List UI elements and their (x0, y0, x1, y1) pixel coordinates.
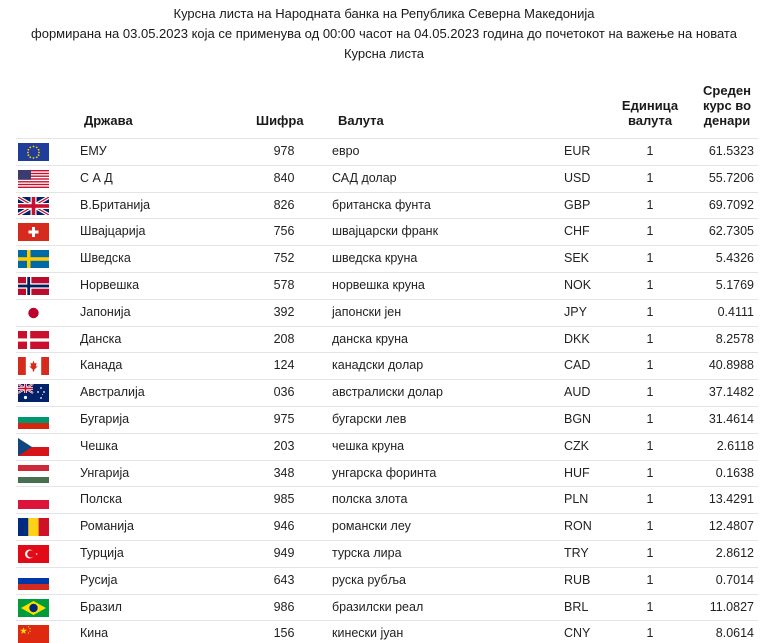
column-header-code: Шифра (256, 113, 304, 128)
row-country: Чешка (80, 438, 119, 453)
table-row (16, 192, 758, 219)
us-flag-icon (18, 170, 49, 188)
ru-flag-icon (18, 572, 49, 590)
row-unit: 1 (646, 197, 654, 212)
column-header-unit-line2: валута (627, 113, 673, 128)
row-currency: јапонски јен (332, 304, 402, 319)
row-code: 203 (273, 438, 295, 453)
row-code: 840 (273, 170, 295, 185)
row-rate: 8.0614 (715, 626, 754, 641)
row-unit: 1 (646, 411, 654, 426)
row-code: 975 (273, 411, 295, 426)
row-rate: 0.1638 (715, 465, 754, 480)
header-subtitle: формирана на 03.05.2023 која се применува од 00:00 часот на 04.05.2023 година до почетокот на важење на новата (31, 26, 737, 41)
cn-flag-icon (18, 625, 49, 643)
row-country: В.Британија (80, 197, 151, 212)
gb-flag-icon (18, 197, 49, 215)
dk-flag-icon (18, 331, 49, 349)
row-country: Русија (80, 572, 118, 587)
table-row (16, 138, 758, 165)
jp-flag-icon (18, 304, 49, 322)
row-code: 348 (273, 465, 295, 480)
row-rate: 2.6118 (716, 438, 754, 453)
header-list-name: Курсна листа (343, 46, 425, 61)
row-iso-code: RUB (564, 572, 591, 587)
row-rate: 8.2578 (715, 331, 754, 346)
row-code: 124 (273, 358, 295, 373)
tr-flag-icon (18, 545, 49, 563)
row-country: Полска (80, 492, 122, 507)
table-row (16, 272, 758, 299)
row-rate: 2.8612 (715, 545, 754, 560)
row-rate: 69.7092 (708, 197, 754, 212)
row-currency: чешка круна (332, 438, 405, 453)
ro-flag-icon (18, 518, 49, 536)
row-unit: 1 (646, 385, 654, 400)
row-currency: руска рубља (332, 572, 406, 587)
ca-flag-icon (18, 357, 49, 375)
row-currency: швајцарски франк (332, 224, 439, 239)
row-iso-code: EUR (564, 144, 591, 158)
row-iso-code: HUF (564, 465, 590, 480)
row-rate: 13.4291 (708, 492, 754, 507)
no-flag-icon (18, 277, 49, 295)
row-currency: кинески јуан (332, 626, 404, 641)
row-code: 578 (273, 277, 295, 292)
row-currency: шведска круна (332, 251, 418, 266)
cz-flag-icon (18, 438, 49, 456)
row-country: Турција (80, 545, 124, 560)
column-header-rate (696, 83, 758, 128)
row-iso-code: SEK (564, 251, 590, 266)
row-rate: 0.4111 (717, 304, 754, 319)
row-currency: турска лира (332, 545, 402, 560)
row-iso-code: AUD (564, 385, 591, 400)
row-country: Унгарија (80, 465, 130, 480)
row-iso-code: BGN (564, 411, 592, 426)
au-flag-icon (18, 384, 49, 402)
row-country: ЕМУ (80, 144, 107, 158)
table-header (16, 78, 758, 138)
row-code: 756 (273, 224, 295, 239)
row-currency: канадски долар (332, 358, 424, 373)
row-rate: 61.5323 (708, 144, 754, 158)
row-code: 208 (273, 331, 295, 346)
row-country: Јапонија (80, 304, 131, 319)
row-iso-code: RON (564, 519, 592, 534)
row-unit: 1 (646, 251, 654, 266)
row-unit: 1 (646, 170, 654, 185)
table-row (16, 218, 758, 245)
row-code: 643 (273, 572, 295, 587)
row-unit: 1 (646, 144, 654, 158)
table-row (16, 620, 758, 643)
column-header-country: Држава (84, 113, 133, 128)
ch-flag-icon (18, 223, 49, 241)
row-rate: 40.8988 (708, 358, 754, 373)
row-currency: романски леу (332, 519, 411, 534)
row-code: 826 (273, 197, 295, 212)
row-currency: данска круна (332, 331, 408, 346)
row-country: Данска (80, 331, 122, 346)
row-unit: 1 (646, 277, 654, 292)
row-currency: британска фунта (332, 197, 431, 212)
table-row (16, 299, 758, 326)
header-title: Курсна листа на Народната банка на Република Северна Македонија (173, 6, 595, 21)
table-row (16, 594, 758, 621)
row-iso-code: CZK (564, 438, 589, 453)
table-row (16, 433, 758, 460)
table-row (16, 460, 758, 487)
row-iso-code: CHF (564, 224, 590, 239)
row-iso-code: JPY (564, 304, 587, 319)
column-header-unit-line1: Единица (621, 98, 679, 113)
row-unit: 1 (646, 626, 654, 641)
table-row (16, 513, 758, 540)
row-rate: 55.7206 (708, 170, 754, 185)
row-rate: 0.7014 (715, 572, 754, 587)
row-currency: САД долар (332, 170, 397, 185)
row-currency: норвешка круна (332, 277, 425, 292)
row-country: Романија (80, 519, 134, 534)
table-row (16, 567, 758, 594)
row-code: 752 (273, 251, 295, 266)
row-unit: 1 (646, 492, 654, 507)
row-country: С А Д (80, 170, 113, 185)
table-row (16, 165, 758, 192)
row-unit: 1 (646, 465, 654, 480)
row-iso-code: GBP (564, 197, 591, 212)
hu-flag-icon (18, 465, 49, 483)
row-iso-code: TRY (564, 545, 589, 560)
row-unit: 1 (646, 545, 654, 560)
row-code: 156 (273, 626, 295, 641)
row-unit: 1 (646, 331, 654, 346)
se-flag-icon (18, 250, 49, 268)
table-row (16, 486, 758, 513)
row-unit: 1 (646, 304, 654, 319)
row-currency: бугарски лев (332, 411, 407, 426)
row-currency: бразилски реал (332, 599, 424, 614)
row-country: Кина (80, 626, 109, 641)
row-iso-code: CNY (564, 626, 591, 641)
row-iso-code: USD (564, 170, 591, 185)
row-country: Норвешка (80, 277, 140, 292)
column-header-rate-line3: денари (703, 113, 751, 128)
table-row (16, 326, 758, 353)
row-rate: 62.7305 (708, 224, 754, 239)
row-rate: 11.0827 (709, 599, 754, 614)
row-iso-code: BRL (564, 599, 589, 614)
row-code: 985 (273, 492, 295, 507)
row-unit: 1 (646, 224, 654, 239)
eu-flag-icon (18, 143, 49, 161)
row-unit: 1 (646, 358, 654, 373)
br-flag-icon (18, 599, 49, 617)
table-row (16, 406, 758, 433)
table-row (16, 245, 758, 272)
row-code: 392 (273, 304, 295, 319)
column-header-unit (620, 98, 680, 128)
row-code: 978 (273, 144, 295, 158)
row-rate: 5.1769 (715, 277, 754, 292)
row-iso-code: NOK (564, 277, 592, 292)
row-code: 946 (273, 519, 295, 534)
row-unit: 1 (646, 599, 654, 614)
row-rate: 12.4807 (708, 519, 754, 534)
row-currency: унгарска форинта (332, 465, 437, 480)
row-rate: 37.1482 (708, 385, 754, 400)
row-rate: 5.4326 (715, 251, 754, 266)
row-country: Бразил (80, 599, 122, 614)
page-header (0, 4, 768, 64)
row-code: 949 (273, 545, 295, 560)
column-header-currency: Валута (338, 113, 384, 128)
row-code: 986 (273, 599, 295, 614)
row-unit: 1 (646, 572, 654, 587)
column-header-rate-line1: Среден (703, 83, 751, 98)
row-country: Бугарија (80, 411, 130, 426)
row-unit: 1 (646, 519, 654, 534)
row-iso-code: DKK (564, 331, 590, 346)
row-country: Шведска (80, 251, 131, 266)
table-row (16, 352, 758, 379)
row-currency: евро (332, 144, 360, 158)
rates-table-body (16, 138, 758, 643)
table-row (16, 379, 758, 406)
column-header-rate-line2: курс во (702, 98, 752, 113)
row-rate: 31.4614 (708, 411, 754, 426)
row-iso-code: CAD (564, 358, 591, 373)
row-unit: 1 (646, 438, 654, 453)
row-country: Австралија (80, 385, 145, 400)
bg-flag-icon (18, 411, 49, 429)
table-row (16, 540, 758, 567)
row-currency: австралиски долар (332, 385, 443, 400)
row-currency: полска злота (332, 492, 408, 507)
row-country: Швајцарија (80, 224, 146, 239)
row-iso-code: PLN (564, 492, 589, 507)
row-code: 036 (273, 385, 295, 400)
pl-flag-icon (18, 491, 49, 509)
row-country: Канада (80, 358, 123, 373)
